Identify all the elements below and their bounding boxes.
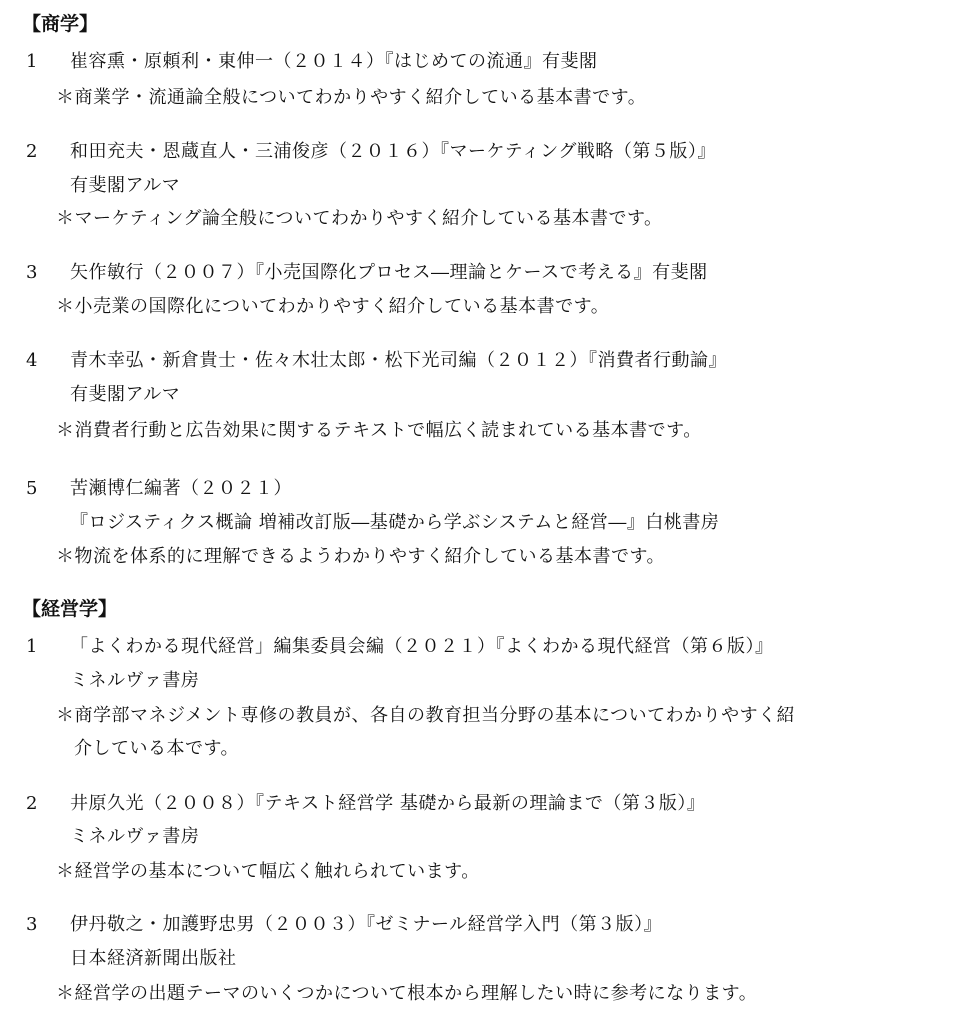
entry-citation: 伊丹敬之・加護野忠男（２００３）『ゼミナール経営学入門（第３版）』	[70, 914, 663, 935]
entry-number: 5	[26, 478, 38, 499]
entry-publisher: 有斐閣アルマ	[70, 175, 181, 196]
entry-note: ＊消費者行動と広告効果に関するテキストで幅広く読まれている基本書です。	[56, 420, 702, 441]
entry-number: 4	[26, 350, 38, 371]
entry-citation: 青木幸弘・新倉貴士・佐々木壮太郎・松下光司編（２０１２）『消費者行動論』	[70, 350, 727, 371]
entry-number: 3	[26, 262, 38, 283]
entry-note: ＊経営学の基本について幅広く触れられています。	[56, 861, 480, 882]
entry-citation: 和田充夫・恩蔵直人・三浦俊彦（２０１６）『マーケティング戦略（第５版）』	[70, 141, 716, 162]
entry-number: 2	[26, 793, 38, 814]
entry-note: ＊マーケティング論全般についてわかりやすく紹介している基本書です。	[56, 208, 663, 229]
entry-citation: 「よくわかる現代経営」編集委員会編（２０２１）『よくわかる現代経営（第６版）』	[70, 636, 774, 657]
entry-citation: 井原久光（２００８）『テキスト経営学 基礎から最新の理論まで（第３版）』	[70, 793, 706, 814]
entry-citation: 苦瀬博仁編著（２０２１）	[70, 478, 292, 499]
entry-publisher: 有斐閣アルマ	[70, 384, 181, 405]
section-heading-commerce: 【商学】	[22, 13, 99, 35]
entry-note: ＊小売業の国際化についてわかりやすく紹介している基本書です。	[56, 296, 610, 317]
entry-note-continuation: 介している本です。	[74, 738, 240, 759]
entry-number: 1	[26, 51, 38, 72]
entry-number: 1	[26, 636, 38, 657]
entry-citation: 崔容熏・原頼利・東伸一（２０１４）『はじめての流通』有斐閣	[70, 51, 598, 72]
entry-citation: 矢作敏行（２００７）『小売国際化プロセス―理論とケースで考える』有斐閣	[70, 262, 708, 283]
entry-note: ＊経営学の出題テーマのいくつかについて根本から理解したい時に参考になります。	[56, 983, 758, 1004]
entry-publisher: ミネルヴァ書房	[70, 826, 200, 847]
entry-publisher: 日本経済新聞出版社	[70, 948, 237, 969]
entry-note: ＊商学部マネジメント専修の教員が、各自の教育担当分野の基本についてわかりやすく紹	[56, 705, 796, 726]
entry-note: ＊物流を体系的に理解できるようわかりやすく紹介している基本書です。	[56, 546, 666, 567]
entry-publisher: ミネルヴァ書房	[70, 670, 200, 691]
entry-note: ＊商業学・流通論全般についてわかりやすく紹介している基本書です。	[56, 87, 647, 108]
entry-title: 『ロジスティクス概論 増補改訂版―基礎から学ぶシステムと経営―』白桃書房	[70, 512, 720, 533]
section-heading-management: 【経営学】	[22, 598, 118, 620]
entry-number: 2	[26, 141, 38, 162]
entry-number: 3	[26, 914, 38, 935]
